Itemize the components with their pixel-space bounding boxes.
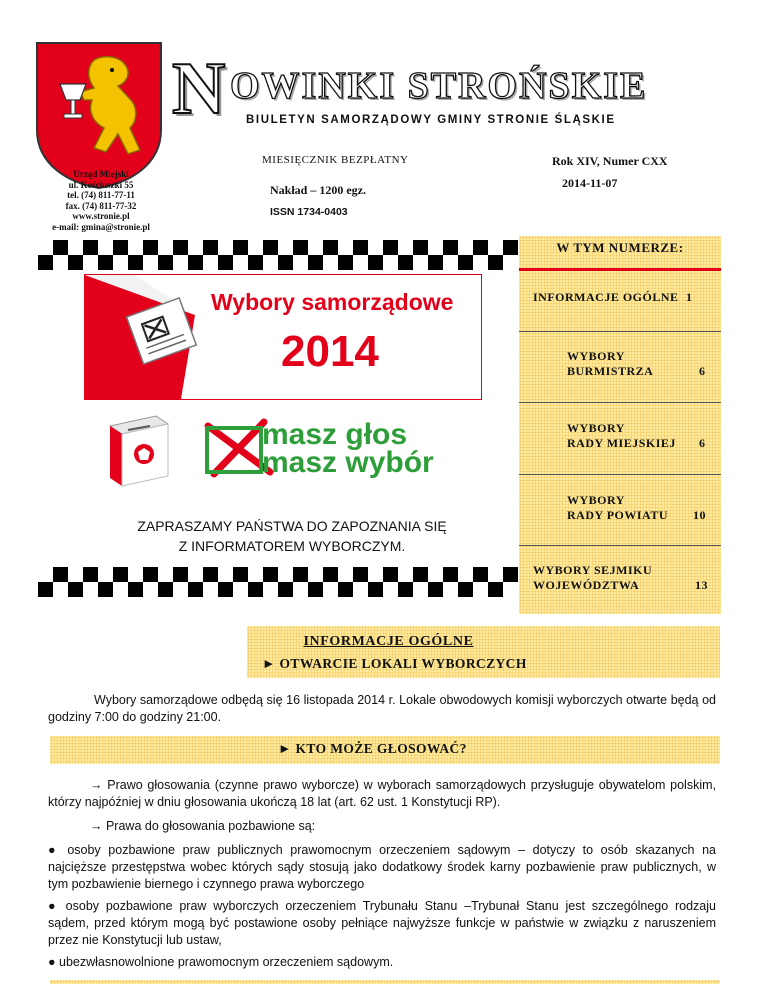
toc-item-sejmiku[interactable] [533,563,718,593]
toc-item-label: WOJEWÓDZTWA [533,578,640,592]
monthly-label: MIESIĘCZNIK BEZPŁATNY [262,154,409,166]
toc-item-page: 13 [695,578,708,592]
toc-item-label: WYBORY SEJMIKU [533,563,653,577]
title-rest: OWINKI STROŃSKIE [230,65,648,107]
section-heading: INFORMACJE OGÓLNE [303,634,474,649]
checker-stripe-top [38,240,518,270]
address-line: e-mail: gmina@stronie.pl [52,221,150,232]
toc-heading-rule [519,268,721,271]
toc-item-label: INFORMACJE OGÓLNE [533,290,679,304]
toc-item-informacje[interactable] [533,290,693,305]
toc-item-page: 1 [686,290,693,304]
address-block [52,169,150,232]
toc-divider [519,402,721,403]
banner-year: 2014 [281,327,379,376]
toc-item-label: WYBORY [567,493,625,507]
address-line: www.stronie.pl [72,211,130,221]
address-line: Urząd Miejski [73,169,129,179]
toc-divider [519,474,721,475]
bullet-item: ● ubezwłasnowolnione prawomocnym orzeczeniem sądowym. [48,955,394,969]
bullet-item: ● osoby pozbawione praw wyborczych orzeczeniem Trybunału Stanu –Trybunał Stanu jest szczególnego rodzaju sądem, przed którym mogą być postawione osoby pełniące najwyższe funkcje w państwie w związku z naruszeniem przez nie Konstytucji lub ustaw, [48,899,716,947]
slogan-line-2: masz wybór [262,446,434,479]
coat-of-arms [34,40,164,190]
toc-item-burmistrza[interactable] [567,349,717,379]
subtitle: BIULETYN SAMORZĄDOWY GMINY STRONIE ŚLĄSKIE [246,114,616,126]
bullet-item: ● osoby pozbawione praw publicznych prawomocnym orzeczeniem sądowym – dotyczy to osób skazanych na najcięższe przestępstwa wobec których sądy stosują jako dodatkowy środek karny pozbawienie praw publicznych, w tym pozbawienie biernego i czynnego prawa wyborczego [48,843,716,891]
toc-item-page: 10 [693,508,706,522]
slogan-line-1: masz głos [262,418,408,451]
toc-item-page: 6 [699,364,706,378]
ballot-box-icon [96,408,176,488]
election-banner [84,274,482,400]
toc-item-label: WYBORY [567,349,625,363]
section2-paragraph-1: → Prawo głosowania (czynne prawo wyborcze) w wyborach samorządowych przysługuje obywatelom polskim, którzy najpóźniej w dniu głosowania ukończą 18 lat (art. 62 ust. 1 Konstytucji RP). [48,778,716,809]
footer-strip [50,980,720,984]
issue-label: Rok XIV, Numer CXX [552,154,668,168]
title-initial: N [172,48,226,130]
toc-heading: W TYM NUMERZE: [556,240,684,255]
toc-item-page: 6 [699,436,706,450]
address-line: fax. (74) 811-77-32 [65,200,137,211]
issn-label: ISSN 1734-0403 [270,206,348,218]
checker-stripe-bottom [38,567,518,597]
section-subheading: ► OTWARCIE LOKALI WYBORCZYCH [262,656,527,671]
date-label: 2014-11-07 [562,176,618,190]
circulation-label: Nakład – 1200 egz. [270,183,366,197]
toc-divider [519,331,721,332]
section2-paragraph-2: → Prawa do głosowania pozbawione są: [90,819,316,833]
toc-item-label: RADY MIEJSKIEJ [567,436,676,450]
toc-item-label: BURMISTRZA [567,364,654,378]
banner-title: Wybory samorządowe [211,289,454,315]
invite-line-1: ZAPRASZAMY PAŃSTWA DO ZAPOZNANIA SIĘ [137,518,447,534]
toc-item-label: WYBORY [567,421,625,435]
section2-heading: ► KTO MOŻE GŁOSOWAĆ? [278,741,467,756]
ballot-card-icon [85,275,215,399]
toc-divider [519,545,721,546]
toc-item-rady-miejskiej[interactable] [567,421,717,451]
section1-paragraph: Wybory samorządowe odbędą się 16 listopada 2014 r. Lokale obwodowych komisji wyborczych otwarte będą od godziny 7:00 do godziny 21:00. [48,693,716,724]
toc-item-label: RADY POWIATU [567,508,668,522]
address-line: tel. (74) 811-77-11 [67,190,135,200]
invite-line-2: Z INFORMATOREM WYBORCZYM. [178,538,406,554]
address-line: ul. Kościuszki 55 [68,179,134,190]
toc-item-rady-powiatu[interactable] [567,493,717,523]
